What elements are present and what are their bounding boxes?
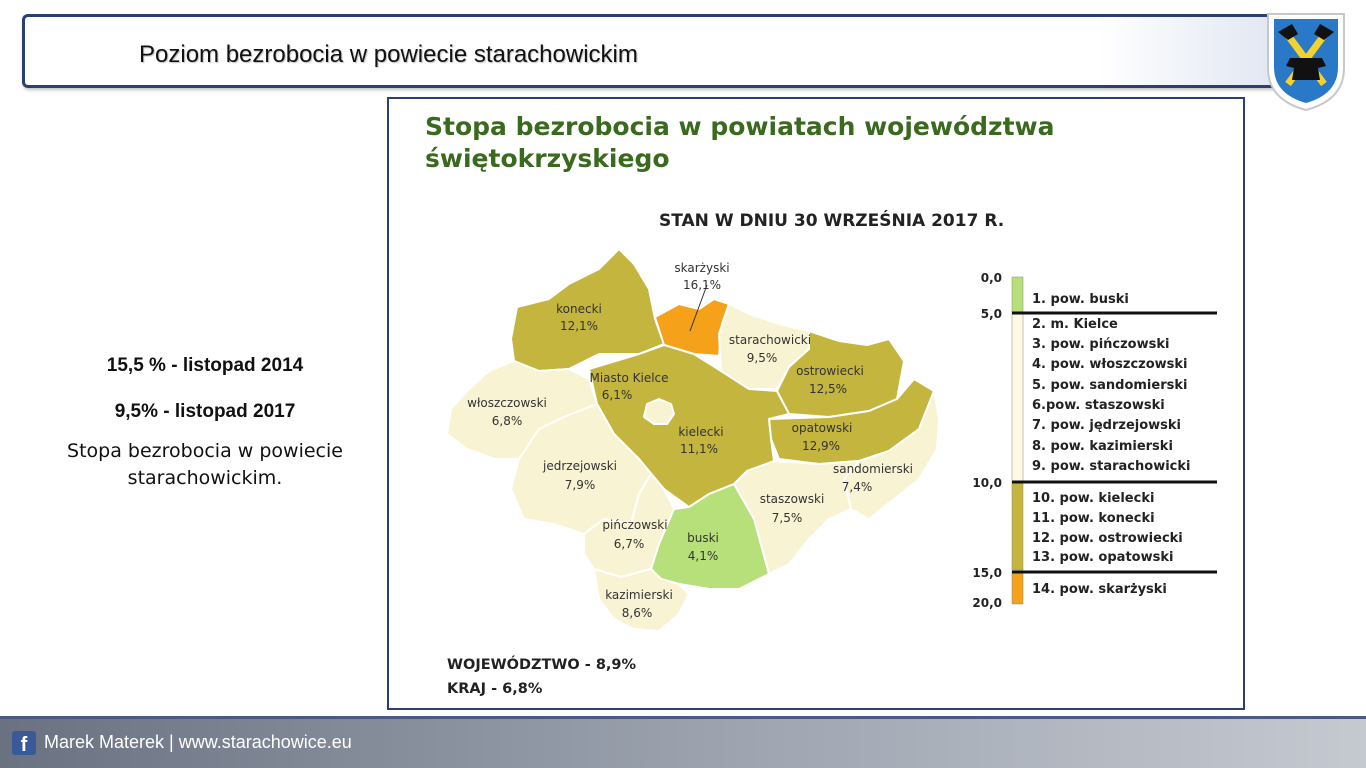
- legend-item-14: 14. pow. skarżyski: [1032, 582, 1167, 597]
- legend-item-3: 3. pow. pińczowski: [1032, 337, 1170, 352]
- legend-item-11: 11. pow. konecki: [1032, 511, 1155, 526]
- value-pinczowski: 6,7%: [613, 537, 645, 551]
- header-bar: [22, 14, 1288, 88]
- value-kazimierski: 8,6%: [621, 606, 653, 620]
- stat-description-line2: starachowickim.: [127, 467, 283, 489]
- legend-item-8: 8. pow. kazimierski: [1032, 439, 1173, 454]
- stat-2014: 15,5 % - listopad 2014: [106, 355, 304, 376]
- legend-item-7: 7. pow. jędrzejowski: [1032, 418, 1181, 433]
- voivodeship-summary: WOJEWÓDZTWO - 8,9%: [447, 657, 637, 673]
- map-title-line2: świętokrzyskiego: [425, 144, 670, 173]
- stat-description: [30, 438, 380, 492]
- legend-item-13: 13. pow. opatowski: [1032, 550, 1174, 565]
- page-title: Poziom bezrobocia w powiecie starachowickim: [139, 41, 638, 68]
- label-sandomierski: sandomierski: [832, 462, 914, 476]
- map-title-line1: Stopa bezrobocia w powiatach województwa: [425, 112, 1055, 141]
- legend-tick-20: 20,0: [972, 596, 1002, 610]
- stat-2017: 9,5% - listopad 2017: [114, 401, 296, 422]
- label-pinczowski: pińczowski: [602, 518, 668, 532]
- coat-of-arms-icon: [1264, 10, 1348, 114]
- label-miasto-kielce: Miasto Kielce: [589, 371, 669, 385]
- footer-bar: [0, 716, 1366, 768]
- legend-bar-orange: [1012, 571, 1023, 604]
- label-staszowski: staszowski: [759, 492, 825, 506]
- value-wloszczowski: 6,8%: [491, 414, 523, 428]
- facebook-icon[interactable]: f: [12, 731, 36, 755]
- label-skarzyski: skarżyski: [674, 261, 730, 275]
- legend-item-4: 4. pow. włoszczowski: [1032, 357, 1188, 372]
- legend-bar-cream: [1012, 314, 1023, 481]
- legend-item-5: 5. pow. sandomierski: [1032, 378, 1188, 393]
- legend-item-2: 2. m. Kielce: [1032, 317, 1118, 332]
- legend-item-1: 1. pow. buski: [1032, 292, 1129, 307]
- label-konecki: konecki: [556, 302, 602, 316]
- legend-bar-olive: [1012, 482, 1023, 570]
- label-buski: buski: [687, 531, 719, 545]
- value-skarzyski: 16,1%: [682, 278, 722, 292]
- label-wloszczowski: włoszczowski: [467, 396, 547, 410]
- value-opatowski: 12,9%: [801, 439, 841, 453]
- footer-credit: Marek Materek | www.starachowice.eu: [44, 732, 352, 752]
- map-panel: [387, 97, 1245, 710]
- voivodeship-map: [389, 99, 1243, 708]
- legend-item-10: 10. pow. kielecki: [1032, 491, 1155, 506]
- stat-description-line1: Stopa bezrobocia w powiecie: [67, 440, 343, 462]
- legend-tick-0: 0,0: [980, 271, 1002, 285]
- value-miasto-kielce: 6,1%: [601, 388, 633, 402]
- label-jedrzejowski: jedrzejowski: [543, 459, 617, 473]
- legend: [972, 271, 1217, 610]
- country-summary: KRAJ - 6,8%: [447, 681, 543, 697]
- legend-tick-5: 5,0: [980, 307, 1002, 321]
- value-buski: 4,1%: [687, 549, 719, 563]
- legend-bar-green: [1012, 277, 1023, 313]
- region-miasto-kielce: [644, 399, 674, 424]
- label-kazimierski: kazimierski: [605, 588, 673, 602]
- value-konecki: 12,1%: [559, 319, 599, 333]
- value-jedrzejowski: 7,9%: [564, 478, 596, 492]
- label-ostrowiecki: ostrowiecki: [796, 364, 864, 378]
- label-opatowski: opatowski: [791, 421, 853, 435]
- value-sandomierski: 7,4%: [841, 480, 873, 494]
- value-ostrowiecki: 12,5%: [808, 382, 848, 396]
- value-starachowicki: 9,5%: [746, 351, 778, 365]
- value-kielecki: 11,1%: [679, 442, 719, 456]
- map-subtitle: STAN W DNIU 30 WRZEŚNIA 2017 R.: [659, 211, 1005, 231]
- legend-tick-15: 15,0: [972, 566, 1002, 580]
- label-starachowicki: starachowicki: [728, 333, 812, 347]
- value-staszowski: 7,5%: [771, 511, 803, 525]
- label-kielecki: kielecki: [678, 425, 724, 439]
- legend-item-6: 6.pow. staszowski: [1032, 398, 1165, 413]
- legend-tick-10: 10,0: [972, 476, 1002, 490]
- legend-item-12: 12. pow. ostrowiecki: [1032, 531, 1183, 546]
- legend-item-9: 9. pow. starachowicki: [1032, 459, 1191, 474]
